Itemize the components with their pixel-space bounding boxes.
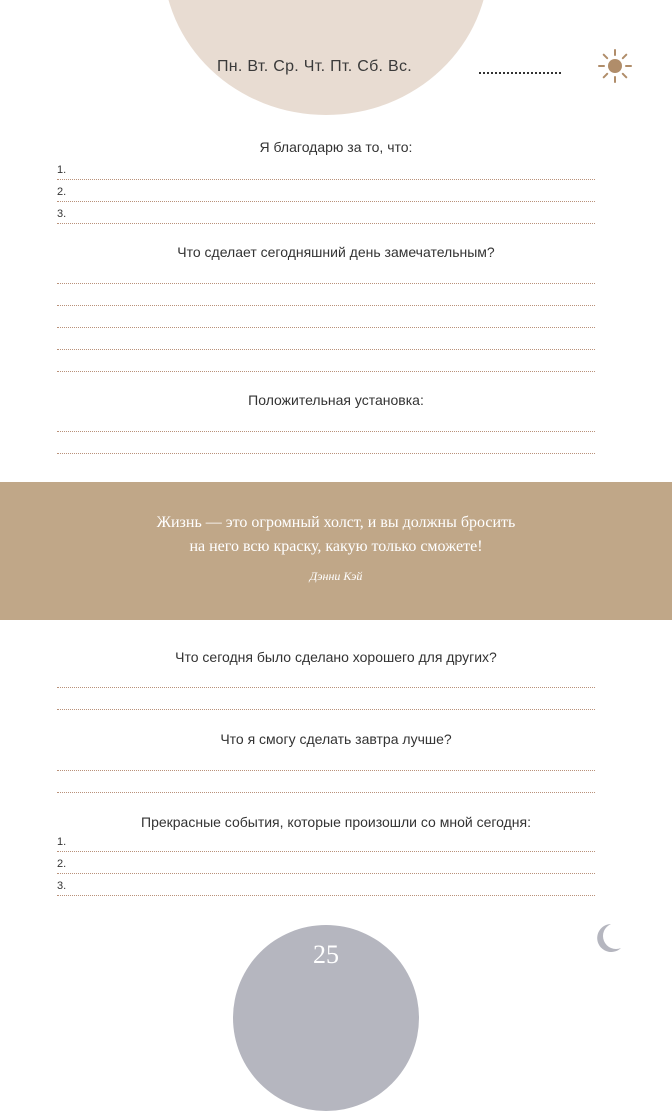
quote-author: Дэнни Кэй <box>309 569 363 583</box>
writing-line[interactable] <box>57 792 595 793</box>
gratitude-heading: Я благодарю за то, что: <box>259 139 413 155</box>
writing-line[interactable] <box>57 770 595 771</box>
good-for-others-heading: Что сегодня было сделано хорошего для других? <box>175 649 497 665</box>
gratitude-line-1[interactable] <box>57 179 595 180</box>
writing-line[interactable] <box>57 431 595 432</box>
writing-line[interactable] <box>57 453 595 454</box>
events-line-3[interactable] <box>57 895 595 896</box>
affirmation-heading: Положительная установка: <box>248 392 424 408</box>
beautiful-events-heading: Прекрасные события, которые произошли со мной сегодня: <box>141 814 531 830</box>
writing-line[interactable] <box>57 709 595 710</box>
writing-line[interactable] <box>57 305 595 306</box>
list-number: 1. <box>57 164 67 176</box>
list-number: 2. <box>57 858 67 870</box>
writing-line[interactable] <box>57 687 595 688</box>
list-number: 3. <box>57 208 67 220</box>
list-number: 2. <box>57 186 67 198</box>
gratitude-line-2[interactable] <box>57 201 595 202</box>
page-number: 25 <box>313 940 339 969</box>
writing-line[interactable] <box>57 371 595 372</box>
writing-line[interactable] <box>57 349 595 350</box>
gratitude-line-3[interactable] <box>57 223 595 224</box>
weekday-selector[interactable]: Пн. Вт. Ср. Чт. Пт. Сб. Вс. <box>217 58 413 75</box>
list-number: 1. <box>57 836 67 848</box>
date-field[interactable] <box>479 72 561 74</box>
writing-line[interactable] <box>57 283 595 284</box>
moon-icon <box>593 922 623 954</box>
sun-icon <box>597 48 633 84</box>
events-line-2[interactable] <box>57 873 595 874</box>
wonderful-day-heading: Что сделает сегодняшний день замечательным? <box>177 244 495 260</box>
quote-line: на него всю краску, какую только сможете! <box>189 538 483 555</box>
do-better-heading: Что я смогу сделать завтра лучше? <box>220 731 452 747</box>
quote-line: Жизнь — это огромный холст, и вы должны бросить <box>156 514 516 531</box>
quote-text <box>0 511 672 559</box>
list-number: 3. <box>57 880 67 892</box>
events-line-1[interactable] <box>57 851 595 852</box>
writing-line[interactable] <box>57 327 595 328</box>
